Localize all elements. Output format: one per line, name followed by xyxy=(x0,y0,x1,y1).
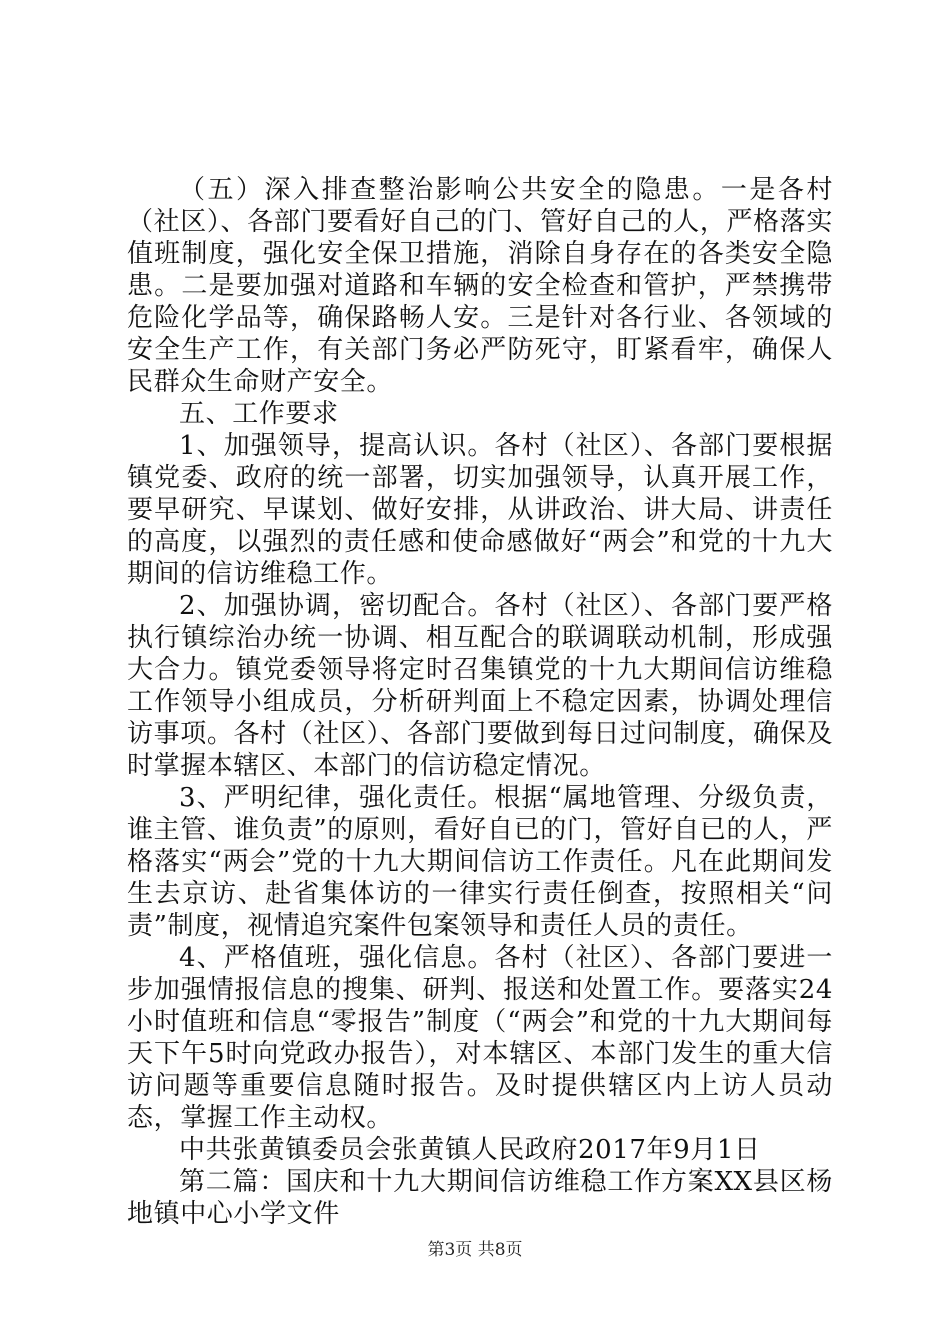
document-body xyxy=(127,174,833,1230)
paragraph-requirement-1: 1、加强领导，提高认识。各村（社区）、各部门要根据镇党委、政府的统一部署，切实加强领导，认真开展工作，要早研究、早谋划、做好安排，从讲政治、讲大局、讲责任的高度，以强烈的责任感和使命感做好“两会”和党的十九大期间的信访维稳工作。 xyxy=(127,431,833,589)
paragraph-requirement-3: 3、严明纪律，强化责任。根据“属地管理、分级负责，谁主管、谁负责”的原则，看好自已的门，管好自已的人，严格落实“两会”党的十九大期间信访工作责任。凡在此期间发生去京访、赴省集体访的一律实行责任倒查，按照相关“问责”制度，视情追究案件包案领导和责任人员的责任。 xyxy=(127,783,833,941)
paragraph-section-five-item: （五）深入排查整治影响公共安全的隐患。一是各村（社区）、各部门要看好自己的门、管好自己的人，严格落实值班制度，强化安全保卫措施，消除自身存在的各类安全隐患。二是要加强对道路和车辆的安全检查和管护，严禁携带危险化学品等，确保路畅人安。三是针对各行业、各领域的安全生产工作，有关部门务必严防死守，盯紧看牢，确保人民群众生命财产安全。 xyxy=(127,175,833,397)
signature-line: 中共张黄镇委员会张黄镇人民政府2017年9月1日 xyxy=(179,1135,761,1165)
paragraph-requirement-4: 4、严格值班，强化信息。各村（社区）、各部门要进一步加强情报信息的搜集、研判、报送和处置工作。要落实24小时值班和信息“零报告”制度（“两会”和党的十九大期间每天下午5时向党政办报告），对本辖区、本部门发生的重大信访问题等重要信息随时报告。及时提供辖区内上访人员动态，掌握工作主动权。 xyxy=(127,943,833,1133)
page-number-footer: 第3页 共8页 xyxy=(427,1240,523,1260)
second-article-title: 第二篇：国庆和十九大期间信访维稳工作方案XX县区杨地镇中心小学文件 xyxy=(127,1167,833,1229)
paragraph-requirement-2: 2、加强协调，密切配合。各村（社区）、各部门要严格执行镇综治办统一协调、相互配合的联调联动机制，形成强大合力。镇党委领导将定时召集镇党的十九大期间信访维稳工作领导小组成员，分析研判面上不稳定因素，协调处理信访事项。各村（社区）、各部门要做到每日过问制度，确保及时掌握本辖区、本部门的信访稳定情况。 xyxy=(127,591,833,781)
heading-work-requirements: 五、工作要求 xyxy=(179,399,339,429)
